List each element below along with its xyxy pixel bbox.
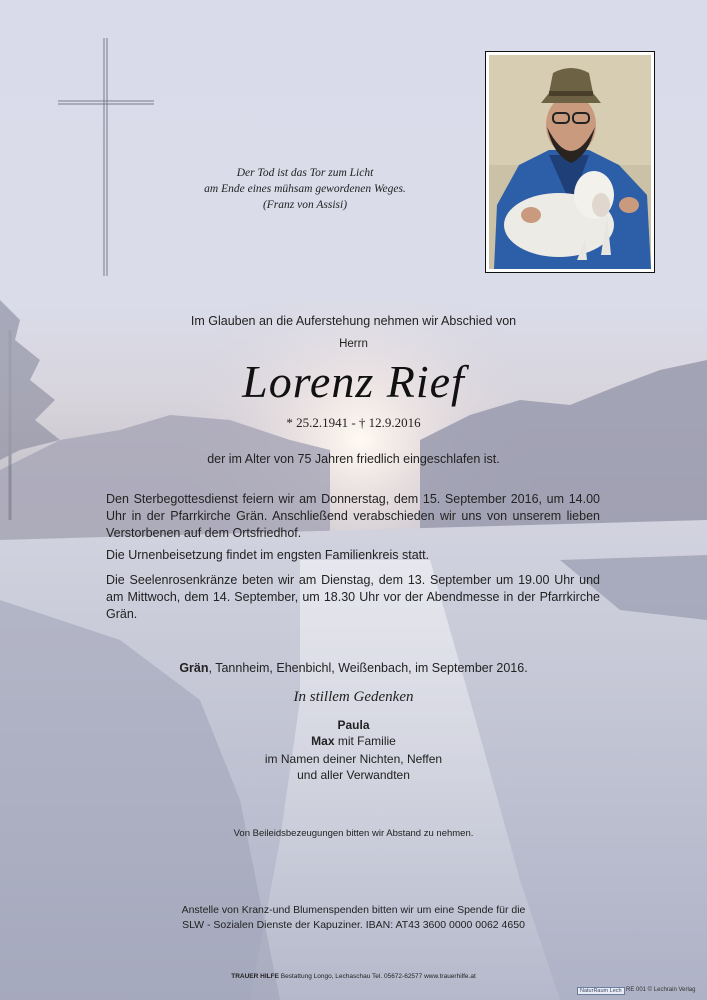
places-line [0,661,707,675]
deceased-name: Lorenz Rief [242,356,465,407]
places-rest: , Tannheim, Ehenbichl, Weißenbach, im September 2016. [208,661,528,675]
donation-line-2: SLW - Sozialen Dienste der Kapuziner. IBAN: AT43 3600 0000 0062 4650 [182,919,525,931]
footer-brand: TRAUER HILFE [231,973,279,980]
publisher-code: RE 001 © Lechrain Verlag [626,987,696,993]
age-line: der im Alter von 75 Jahren friedlich eingeschlafen ist. [207,452,500,466]
life-dates: * 25.2.1941 - † 12.9.2016 [286,415,421,430]
donation-line-1: Anstelle von Kranz-und Blumenspenden bitten wir um eine Spende für die [181,904,526,916]
mourner-relatives-1: im Namen deiner Nichten, Neffen [264,752,443,766]
quote-line-2: am Ende eines mühsam gewordenen Weges. [204,183,406,195]
footer [0,973,707,980]
quote-author: (Franz von Assisi) [262,199,348,211]
urn-burial-paragraph: Die Urnenbeisetzung findet im engsten Familienkreis statt. [106,548,430,562]
mourner-second-bold: Max [311,734,335,748]
condolence-note: Von Beileidsbezeugungen bitten wir Abstand zu nehmen. [233,828,474,839]
portrait-image [489,55,651,269]
cross-icon [58,38,154,276]
in-memory-heading: In stillem Gedenken [293,689,414,705]
salutation: Herrn [339,338,368,350]
mourner-second-rest: mit Familie [334,734,396,748]
donation-note [0,903,707,933]
places-bold: Grän [179,661,209,675]
mourner-max [0,733,707,749]
rosary-paragraph: Die Seelenrosenkränze beten wir am Dienstag, dem 13. September um 19.00 Uhr und am Mittwoch, dem 14. September, um 18.30 Uhr vor der Abendmesse in der Pfarrkirche Grän. [106,573,600,621]
mourner-relatives-2: und aller Verwandten [297,768,410,782]
naturraum-badge: NaturRaum Lech [577,987,625,995]
portrait-photo [485,51,655,273]
mourner-paula [0,717,707,733]
quote-line-1: Der Tod ist das Tor zum Licht [236,167,374,179]
intro-text: Im Glauben an die Auferstehung nehmen wir Abschied von [190,314,517,328]
quote-block [180,165,430,213]
funeral-service-paragraph: Den Sterbegottesdienst feiern wir am Donnerstag, dem 15. September 2016, um 14.00 Uhr in der Pfarrkirche Grän. Anschließend verabschieden wir uns von unserem lieben Verstorbenen auf dem Ortsfriedhof. [106,492,600,540]
mourner-first: Paula [337,718,370,732]
footer-text: Bestattung Longo, Lechaschau Tel. 05672-62577 www.trauerhilfe.at [278,973,476,980]
